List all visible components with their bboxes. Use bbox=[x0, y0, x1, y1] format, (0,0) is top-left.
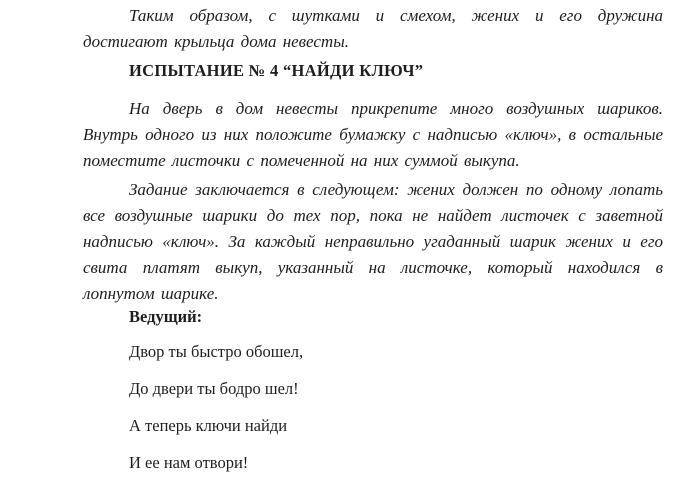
speaker-label: Ведущий: bbox=[129, 307, 203, 326]
section-heading-trial-4: ИСПЫТАНИЕ № 4 “НАЙДИ КЛЮЧ” bbox=[129, 61, 424, 80]
verse-line: И ее нам отвори! bbox=[129, 453, 249, 472]
verse-line: А теперь ключи найди bbox=[129, 416, 288, 435]
verse-line: До двери ты бодро шел! bbox=[129, 379, 299, 398]
intro-paragraph: Таким образом, с шутками и смехом, жених и его дружина достигают крыльца дома невесты. bbox=[83, 6, 663, 51]
verse-line: Двор ты быстро обошел, bbox=[129, 342, 304, 361]
task-description-paragraph: Задание заключается в следующем: жених должен по одному лопать все воздушные шарики до тех пор, пока не найдет листочек с заветной надписью «ключ». За каждый неправильно угаданный шарик жених и его свита платят выкуп, указанный на листочке, который находился в лопнутом шарике. bbox=[83, 180, 663, 303]
setup-instructions-paragraph: На дверь в дом невесты прикрепите много воздушных шариков. Внутрь одного из них положите бумажку с надписью «ключ», в остальные поместите листочки с помеченной на них суммой выкупа. bbox=[83, 99, 663, 170]
